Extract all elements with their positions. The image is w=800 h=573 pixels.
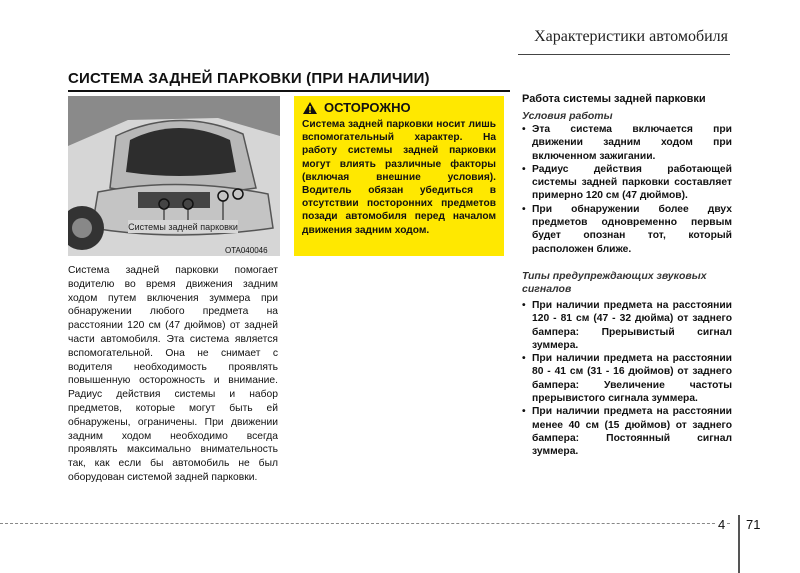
figure-code: OTA040046 <box>225 246 268 255</box>
list-item-text: При наличии предмета на расстоянии менее 40 см (15 дюймов) от заднего бампера: Постоянный сигнал зуммера. <box>532 406 732 458</box>
section-rule <box>68 90 510 92</box>
right-column <box>522 92 732 459</box>
list-item: • Радиус действия работающей системы задней парковки составляет примерно 120 см (47 дюймов). <box>522 163 732 202</box>
list-item: • При наличии предмета на расстоянии менее 40 см (15 дюймов) от заднего бампера: Постоянный сигнал зуммера. <box>522 406 732 458</box>
signals-list <box>522 299 732 459</box>
list-item-text: При наличии предмета на расстоянии 120 - 81 см (47 - 32 дюйма) от заднего бампера: Прерывистый сигнал зуммера. <box>532 299 732 351</box>
conditions-list <box>522 123 732 256</box>
left-body-text: Система задней парковки помогает водителю во время движения задним ходом путем включения зуммера при обнаружении любого предмета на расстоянии 120 см (47 дюймов) от задней части автомобиля. Эта система является вспомогательной. Она не снимает с водителя необходимость проявлять повышенную осторожность и внимание. Радиус действия системы и набор предметов, которые могут быть ей обнаружены, ограничены. При движении задним ходом необходимо всегда проявлять максимально внимательность так, как если бы автомобиль не был оборудован системой задней парковки. <box>68 265 278 483</box>
page-divider <box>738 515 740 573</box>
header-rule <box>518 54 730 55</box>
list-item-text: При наличии предмета на расстоянии 80 - 41 см (31 - 16 дюймов) от заднего бампера: Увеличение частоты прерывистого сигнала зуммера. <box>532 353 732 405</box>
warning-heading: ОСТОРОЖНО <box>324 100 411 115</box>
car-rear-illustration <box>68 96 280 256</box>
list-item-text: Эта система включается при движении задним ходом при включенном зажигании. <box>532 124 732 162</box>
conditions-subheading: Условия работы <box>522 110 613 122</box>
figure-label: Системы задней парковки <box>128 222 238 232</box>
warning-box <box>294 96 504 256</box>
car-rear-drawing <box>68 96 280 256</box>
list-item: • При наличии предмета на расстоянии 120 - 81 см (47 - 32 дюйма) от заднего бампера: Прерывистый сигнал зуммера. <box>522 299 732 351</box>
list-item-text: При обнаружении более двух предметов одновременно первым будет опознан тот, который расположен ближе. <box>532 203 732 255</box>
signals-subheading: Типы предупреждающих звуковых сигналов <box>522 269 707 295</box>
section-title: СИСТЕМА ЗАДНЕЙ ПАРКОВКИ (ПРИ НАЛИЧИИ) <box>68 70 430 87</box>
warning-triangle-icon <box>302 101 318 115</box>
chapter-number: 4 <box>718 517 726 532</box>
page-number: 71 <box>746 517 761 532</box>
right-heading: Работа системы задней парковки <box>522 93 706 105</box>
list-item: • При наличии предмета на расстоянии 80 - 41 см (31 - 16 дюймов) от заднего бампера: Увеличение частоты прерывистого сигнала зуммера. <box>522 353 732 405</box>
warning-text: Система задней парковки носит лишь вспомогательный характер. На работу системы задней парковки могут влиять различные факторы (включая внешние условия). Водитель обязан убедиться в отсутствии посторонних предметов позади автомобиля перед началом движения задним ходом. <box>302 119 496 236</box>
list-item: • При обнаружении более двух предметов одновременно первым будет опознан тот, который расположен ближе. <box>522 203 732 255</box>
footer-rule <box>0 523 730 524</box>
list-item-text: Радиус действия работающей системы задней парковки составляет примерно 120 см (47 дюймов). <box>532 163 732 202</box>
warning-header <box>302 100 496 115</box>
list-item: • Эта система включается при движении задним ходом при включенном зажигании. <box>522 124 732 162</box>
chapter-header-title: Характеристики автомобиля <box>534 28 728 45</box>
